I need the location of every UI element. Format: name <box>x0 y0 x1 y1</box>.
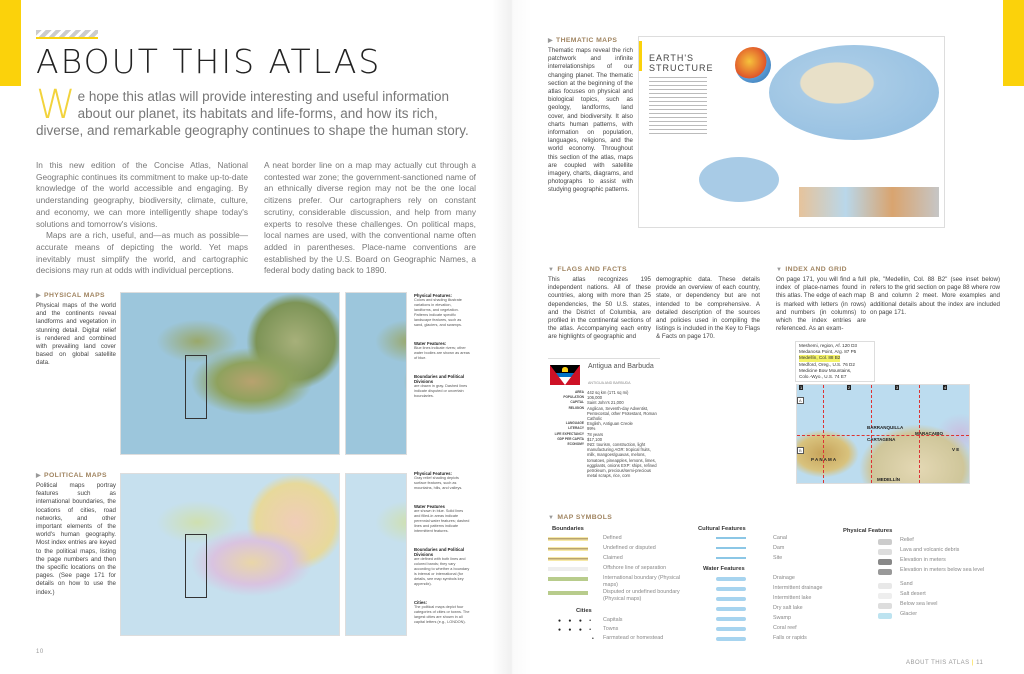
flags-facts-col1: This atlas recognizes 195 independent nations. All of these countries, along with more than 25 dependencies, the 50 U.S. states, and the District of Columbia, are profiled in the continental sections of the atlas. Accompanying each entry are highlights of geographic and <box>548 276 651 341</box>
caption-title: Physical Features: <box>414 471 452 476</box>
flags-facts-col2: demographic data. These details provide an overview of each country, state, or dependency but are not intended to be comprehensive. A detailed description of the sources and policies used in compiling the listings is included in the Key to Flags & Facts on page 170. <box>656 276 760 341</box>
legend-swatch <box>878 549 892 555</box>
index-col2: ple, "Medellín, Col. 88 B2" (see inset below) refers to the grid section on page 88 where row B and column 2 meet. More examples and additional details about the index are included on page 171. <box>870 276 1000 316</box>
grid-column-label: 1 <box>800 385 803 390</box>
running-footer <box>906 660 983 666</box>
grid-line <box>871 385 872 483</box>
index-entry: Medanosa Point, Arg. 87 P5 <box>799 349 857 355</box>
legend-swatch <box>878 593 892 599</box>
legend-heading-cities: Cities <box>576 608 592 614</box>
triangle-icon: ▶ <box>36 473 42 479</box>
legend-swatch <box>878 603 892 609</box>
world-plate-map <box>769 45 939 140</box>
legend-item: Canal <box>773 535 788 541</box>
legend-item: Site <box>773 555 783 561</box>
triangle-icon: ▼ <box>776 267 783 273</box>
heading-text: POLITICAL MAPS <box>44 472 107 479</box>
legend-swatch <box>716 557 746 559</box>
political-maps-text: Political maps portray features such as international boundaries, the locations of cities, road networks, and other important elements of the world's human geography. Most index entries are keyed to the political maps, listing the page numbers and then the specific locations on the pages. (See page 171 for details on how to use the index.) <box>36 482 116 596</box>
legend-heading-water: Water Features <box>703 566 745 572</box>
legend-item: Claimed <box>603 555 623 561</box>
fact-value: 78 years <box>587 431 604 437</box>
index-entry: Colo.-Wyo., U.S. 74 E7 <box>799 374 847 380</box>
legend-item: Falls or rapids <box>773 635 807 641</box>
fact-label: LITERACY <box>568 426 584 431</box>
page-number-right: 11 <box>976 660 984 666</box>
city-dots-icon: • <box>592 636 597 642</box>
caption-text: Colors and shading illustrate variations in elevation, landforms, and vegetation. Patterns indicate specific landscape features, such as sand, glaciers, and swamps. <box>414 298 462 327</box>
legend-item: Drainage <box>773 575 795 581</box>
legend-swatch <box>548 537 588 541</box>
legend-swatch <box>548 557 588 561</box>
triangle-icon: ▼ <box>548 515 555 521</box>
map-place-label: MEDELLÍN <box>877 477 900 482</box>
fact-value: 99% <box>587 426 596 432</box>
grid-column-label: 2 <box>848 385 851 390</box>
legend-swatch <box>716 577 746 581</box>
map-place-label: MARACAIBO <box>915 431 943 436</box>
legend-heading-cultural: Cultural Features <box>698 526 746 532</box>
legend-swatch <box>716 537 746 539</box>
legend-swatch <box>548 577 588 581</box>
legend-item: Salt desert <box>900 591 926 597</box>
fact-value: 106,000 <box>587 395 603 401</box>
country-name: Antigua and Barbuda <box>588 363 654 370</box>
caption-title: Cities: <box>414 600 428 605</box>
page-title: ABOUT THIS ATLAS <box>36 42 382 81</box>
map-place-label: P A N A M A <box>811 457 837 462</box>
physical-maps-heading <box>36 292 105 299</box>
world-mini-map <box>699 157 779 202</box>
lead-paragraph <box>36 82 481 139</box>
fact-value: English, Antiguan Creole <box>587 421 633 427</box>
heading-text: FLAGS AND FACTS <box>557 266 627 273</box>
fact-value: 442 sq km (171 sq mi) <box>587 390 629 395</box>
flag-sample <box>548 358 660 479</box>
legend-swatch <box>878 613 892 619</box>
legend-item: Relief <box>900 537 914 543</box>
section-tab-stripe <box>36 30 98 39</box>
grid-line <box>823 385 824 483</box>
sample-body-text <box>649 77 707 137</box>
legend-item: Offshore line of separation <box>603 565 667 571</box>
city-dots-icon: ● ● ● • <box>558 618 594 624</box>
grid-column-label: 4 <box>944 385 947 390</box>
index-inset <box>795 341 875 382</box>
fact-label: POPULATION <box>563 395 584 400</box>
fact-value: IND: tourism, construction, light manufacturing AGR: tropical fruits, milk, mangoes/guavas, melons, tomatoes, pineapples, lemons, limes, eggplants, onions EXP: ships, refined petroleum, precious/semi-precious metal scraps, rice, corn <box>587 442 657 479</box>
legend-swatch <box>716 597 746 601</box>
triangle-icon: ▶ <box>548 38 554 44</box>
city-dots-icon: ● ● ● • <box>558 627 594 633</box>
fact-label: LIFE EXPECTANCY <box>554 431 584 436</box>
legend-item: Lava and volcanic debris <box>900 547 960 553</box>
index-entry: Medellín, Col. 88 B2 <box>799 355 841 361</box>
index-col1: On page 171, you will find a full index of place-names found in this atlas. The edge of each map is marked with letters (in rows) and numbers (in columns) to which the index entries are referenced. As an exam- <box>776 276 866 333</box>
country-local-name: ANTIGUA AND BARBUDA <box>588 381 631 385</box>
legend-item: Capitals <box>603 617 623 623</box>
yellow-border-right <box>1003 0 1024 86</box>
heading-text: THEMATIC MAPS <box>556 37 618 44</box>
caption-title: Water Features: <box>414 341 447 346</box>
caption-text: are defined with both lines and colored bands; they vary according to whether a boundary is internal or international (for details, see map symbols key appendix). <box>414 557 470 586</box>
drop-cap: W <box>36 82 76 128</box>
map-place-label: CARTAGENA <box>867 437 896 442</box>
legend-item: Dam <box>773 545 785 551</box>
caption-text: are drawn in gray. Dashed lines indicate disputed or uncertain boundaries. <box>414 384 468 398</box>
fact-value: Saint John's 21,000 <box>587 400 624 406</box>
yellow-border-left <box>0 0 21 86</box>
index-entry: Medicine Bow Mountains, <box>799 367 852 373</box>
country-facts <box>548 390 660 478</box>
heading-text: PHYSICAL MAPS <box>44 292 105 299</box>
paragraph: In this new edition of the Concise Atlas, National Geographic continues its commitment to make up-to-date knowledge of the world accessible and engaging. By understanding geography, biodiversity, climate, culture, and economy, we can more intelligently shape today's solutions and tomorrow's visions. <box>36 160 248 229</box>
grid-row-label: B <box>799 448 802 453</box>
plate-diagrams <box>799 187 939 217</box>
fact-value: $17,100 <box>587 436 603 442</box>
legend-item: Sand <box>900 581 913 587</box>
legend-swatch <box>716 587 746 591</box>
antigua-flag-icon <box>550 365 580 385</box>
fact-label: CAPITAL <box>570 400 584 405</box>
legend-swatch <box>716 637 746 641</box>
triangle-icon: ▶ <box>36 293 42 299</box>
heading-text: MAP SYMBOLS <box>557 514 613 521</box>
lead-text: e hope this atlas will provide interesting and useful information about our planet, its habitats and life-forms, and how its rich, diverse, and remarkable geography continues to shape the human story. <box>36 89 469 138</box>
thematic-maps-text: Thematic maps reveal the rich patchwork and infinite interrelationships of our changing planet. The thematic section at the beginning of the atlas focuses on physical and biological topics, such as geology, landforms, land cover, and biodiversity. It also charts human patterns, with information on population, languages, religions, and the world economy. Throughout this section of the atlas, maps are coupled with satellite imagery, charts, diagrams, and photographs to assist with studying geographic patterns. <box>548 47 633 194</box>
legend-swatch <box>548 547 588 551</box>
intro-column-2 <box>264 160 476 277</box>
sample-accent-bar <box>639 41 642 71</box>
grid-column-label: 3 <box>896 385 899 390</box>
legend-item: Intermittent drainage <box>773 585 823 591</box>
thematic-maps-heading <box>548 37 617 44</box>
page-fold <box>492 0 532 674</box>
fact-value: Anglican, Seventh-day Adventist, Pentecostal, other Protestant, Roman Catholic <box>587 405 657 422</box>
legend-item: Glacier <box>900 611 918 617</box>
legend-swatch <box>716 607 746 611</box>
footer-divider: | <box>971 660 974 666</box>
fact-row <box>548 442 660 478</box>
caption-text: are shown in blue. Solid lines and filled-in areas indicate perennial water features; dashed lines and patterns indicate intermittent features. <box>414 509 470 533</box>
legend-item: Undefined or disputed <box>603 545 656 551</box>
legend-swatch <box>716 617 746 621</box>
zoom-frame <box>185 355 207 419</box>
legend-item: Defined <box>603 535 622 541</box>
thematic-map-sample <box>638 36 945 228</box>
sample-title: EARTH'S STRUCTURE <box>649 53 714 73</box>
zoom-frame <box>185 534 207 598</box>
index-entry: Medford, Oreg., U.S. 76 D2 <box>799 361 855 367</box>
paragraph: A neat border line on a map may actually cut through a contested war zone; the government-sanctioned name of an ethnically diverse region may not be the one local citizens prefer. Our cartographers rely on constant scrutiny, considerable discussion, and help from many experts to resolve these challenges. On political maps, local names are used, with the conventional name often added in parentheses. Place-name conventions are established by the U.S. Board on Geographic Names, a federal body dating back to 1890. <box>264 160 476 276</box>
caption-text: Blue lines indicate rivers; other water bodies are shown as areas of blue. <box>414 346 470 360</box>
legend-item: Intermittent lake <box>773 595 812 601</box>
index-entry: Meshemi, region, Af. 120 D3 <box>799 343 857 348</box>
fact-label: LANGUAGE <box>565 421 584 426</box>
legend-item: International boundary (Physical maps) <box>603 575 681 588</box>
grid-line <box>797 435 969 436</box>
flags-facts-heading <box>548 266 627 273</box>
paragraph: Maps are a rich, useful, and—as much as possible—accurate means of depicting the world. Yet maps inevitably must simplify the world, and cartographic decisions may run at odds with individual perceptions. <box>36 230 248 276</box>
political-maps-heading <box>36 472 107 479</box>
map-place-label: BARRANQUILLA <box>867 425 904 430</box>
caption-title: Water Features <box>414 504 445 509</box>
legend-swatch <box>878 569 892 575</box>
political-map-sample <box>120 473 340 636</box>
legend-item: Elevation in meters <box>900 557 946 563</box>
legend-item: Elevation in meters below sea level <box>900 567 985 573</box>
page-number-left: 10 <box>36 649 44 655</box>
footer-section: ABOUT THIS ATLAS <box>906 660 970 666</box>
caption-text: Gray relief shading depicts surface features, such as mountains, hills, and valleys. <box>414 476 463 490</box>
legend-swatch <box>878 539 892 545</box>
legend-heading-physical: Physical Features <box>843 528 893 534</box>
caption-title: Boundaries and Political Divisions <box>414 547 465 557</box>
legend-heading-boundaries: Boundaries <box>552 526 584 532</box>
political-map-detail <box>345 473 407 636</box>
index-grid-map <box>796 384 970 484</box>
caption-title: Boundaries and Political Divisions <box>414 374 465 384</box>
index-grid-heading <box>776 266 847 273</box>
legend-item: Disputed or undefined boundary (Physical maps) <box>603 589 680 602</box>
triangle-icon: ▼ <box>548 267 555 273</box>
fact-row <box>548 406 660 422</box>
legend-item: Below sea level <box>900 601 938 607</box>
legend-swatch <box>878 583 892 589</box>
legend-swatch <box>548 567 588 571</box>
fact-label: GDP PER CAPITA <box>557 436 584 441</box>
heading-text: INDEX AND GRID <box>785 266 847 273</box>
legend-item: Dry salt lake <box>773 605 803 611</box>
physical-maps-text: Physical maps of the world and the continents reveal landforms and vegetation in stunning detail. Digital relief is rendered and combined with prevailing land cover based on global satellite data. <box>36 302 116 367</box>
legend-swatch <box>716 547 746 549</box>
earth-globe-icon <box>735 47 771 83</box>
caption-text: The political maps depict four categories of cities or towns. The largest cities are shown in all capital letters (e.g., LONDON). <box>414 605 470 624</box>
caption-title: Physical Features: <box>414 293 452 298</box>
map-place-label: V E <box>952 447 960 452</box>
legend-swatch <box>716 627 746 631</box>
legend-item: Farmstead or homestead <box>603 635 664 641</box>
map-symbols-heading <box>548 514 612 521</box>
fact-label: AREA <box>574 390 584 394</box>
fact-label: RELIGION <box>568 405 584 410</box>
physical-map-captions <box>414 293 470 399</box>
legend-item: Coral reef <box>773 625 797 631</box>
grid-row-label: A <box>799 398 802 403</box>
physical-map-sample <box>120 292 340 455</box>
legend-swatch <box>548 591 588 595</box>
fact-label: ECONOMY <box>567 442 584 447</box>
intro-column-1 <box>36 160 248 277</box>
physical-map-detail <box>345 292 407 455</box>
map-symbols-legend <box>548 526 1008 646</box>
legend-swatch <box>878 559 892 565</box>
political-map-captions <box>414 471 470 625</box>
legend-item: Towns <box>603 626 619 632</box>
legend-item: Swamp <box>773 615 791 621</box>
